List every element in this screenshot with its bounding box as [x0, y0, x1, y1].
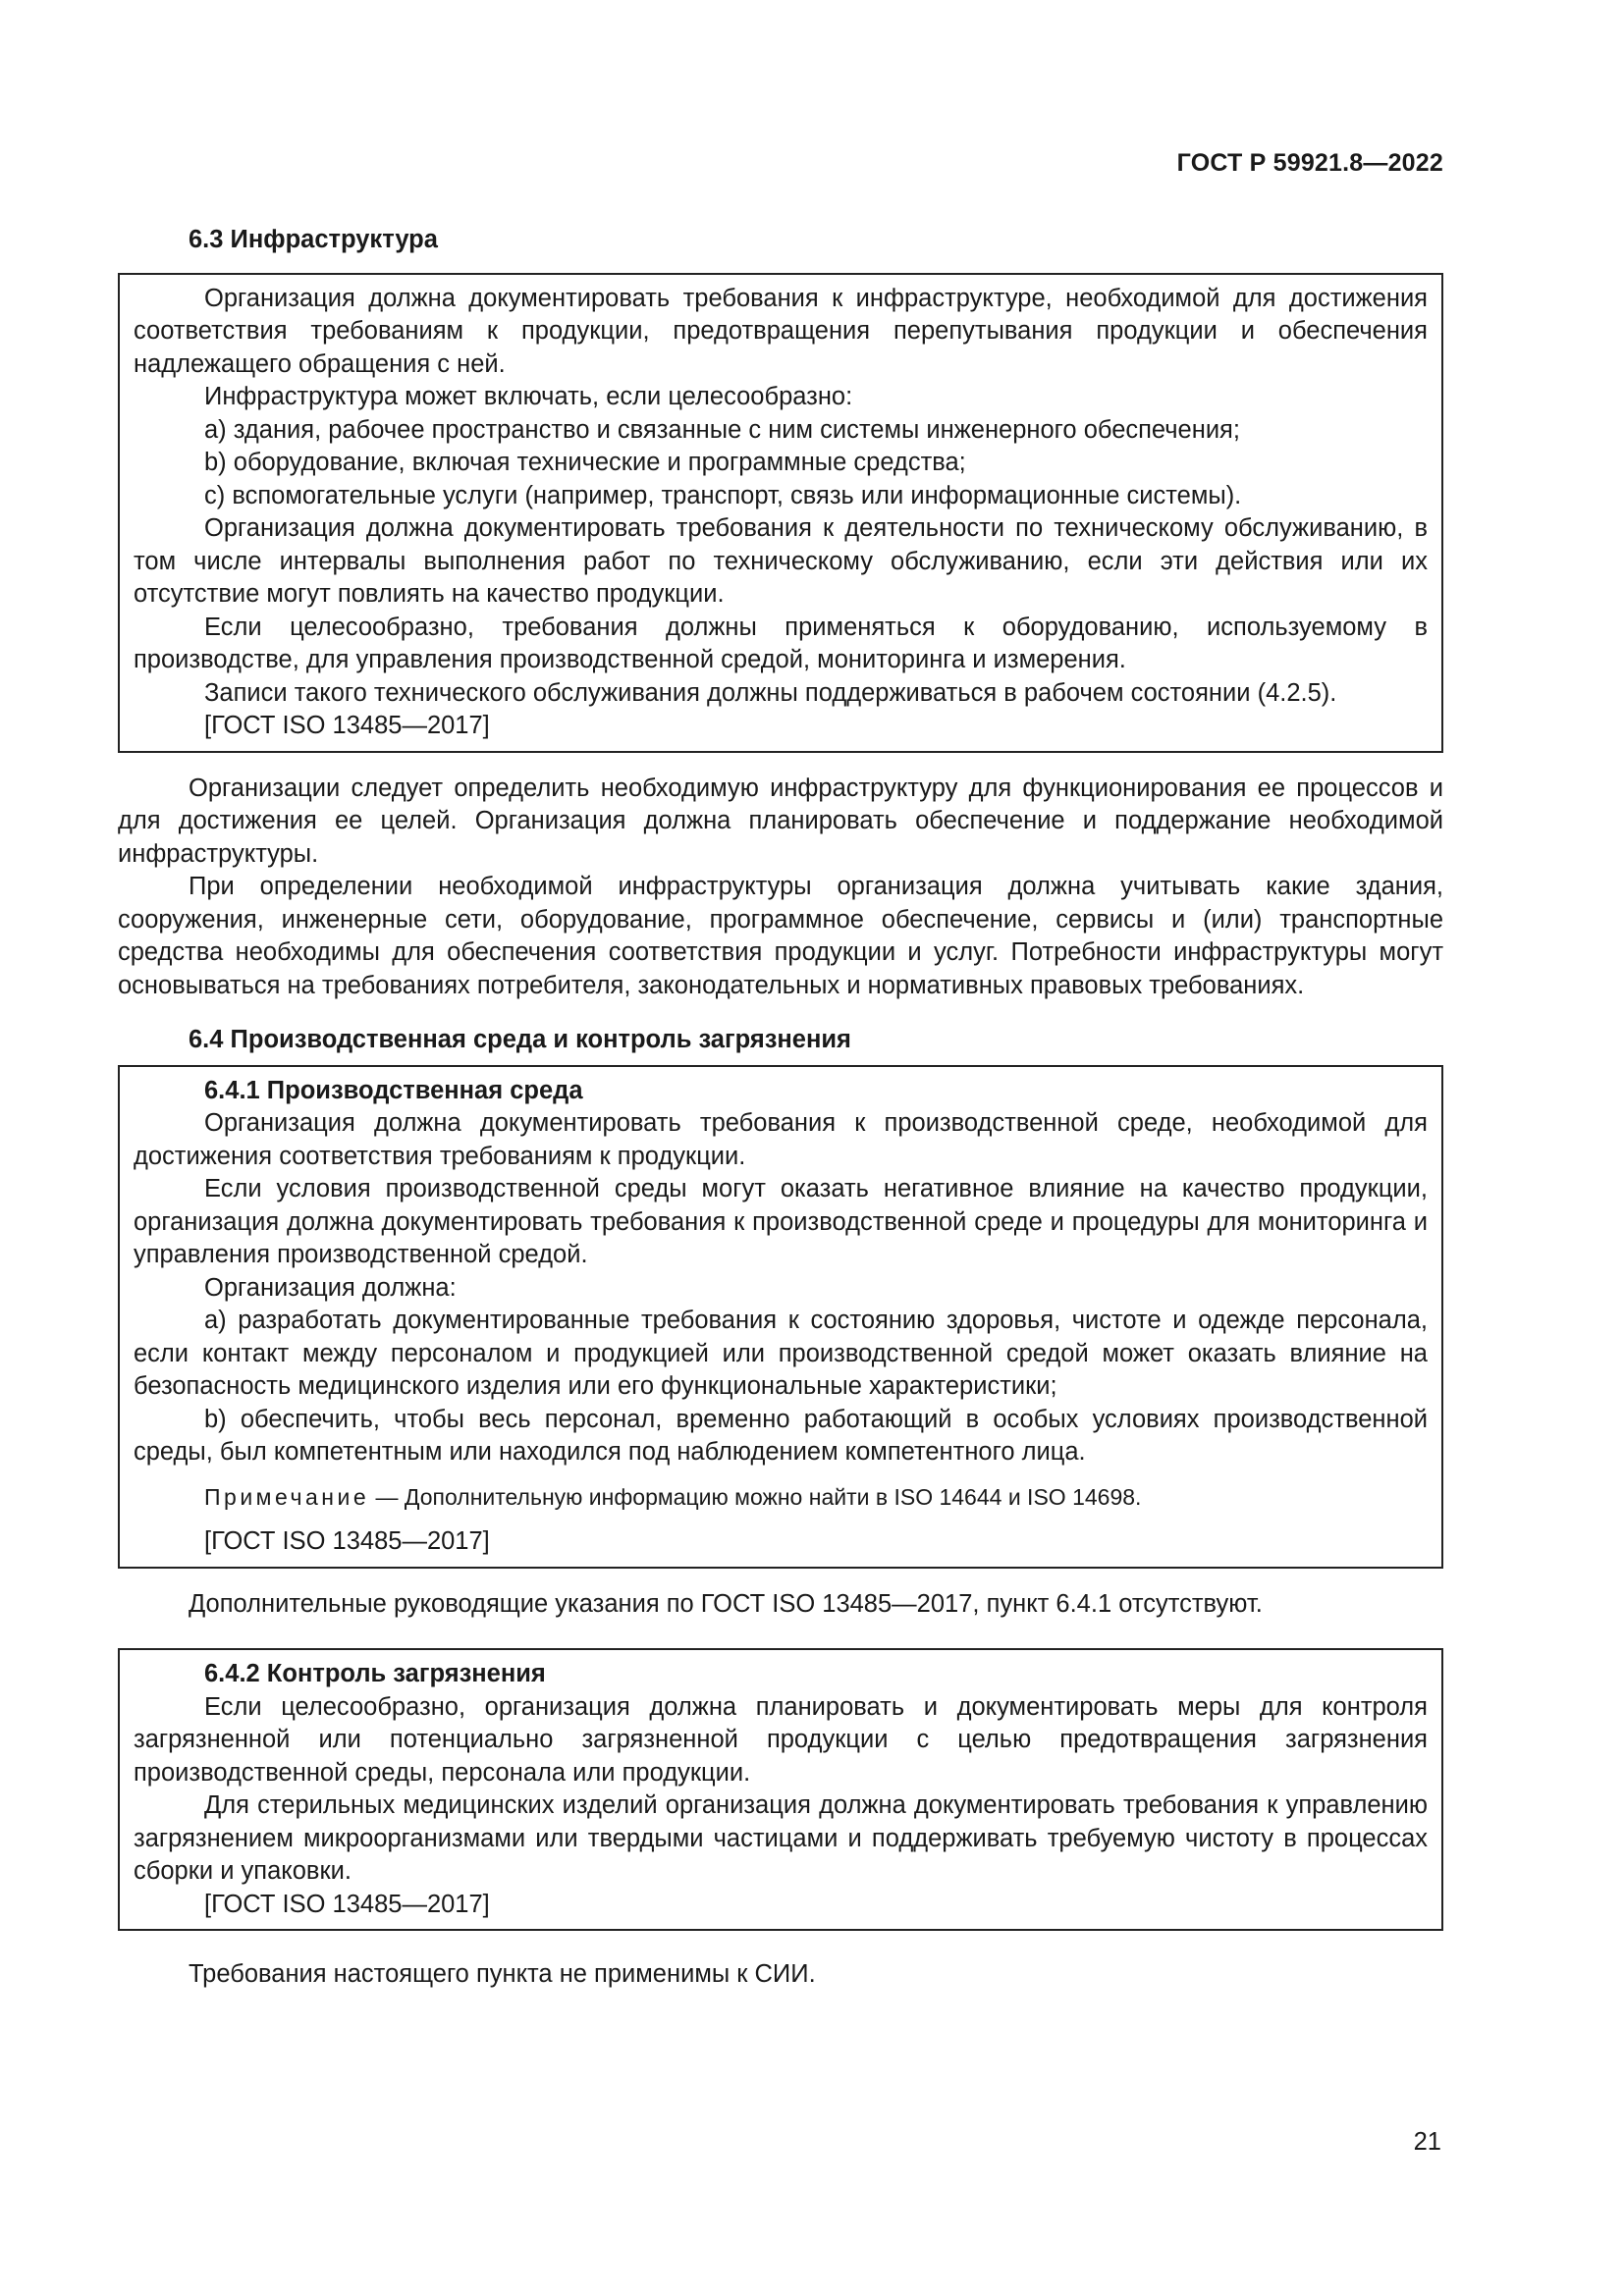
section-6-4-1-title: 6.4.1 Производственная среда — [204, 1076, 583, 1104]
list-item: b) оборудование, включая технические и программные средства; — [204, 449, 966, 476]
paragraph: Если целесообразно, требования должны применяться к оборудованию, используемому в производстве, для управления производственной средой, мониторинга и измерения. — [134, 613, 1428, 673]
section-6-4-2-title: 6.4.2 Контроль загрязнения — [204, 1660, 546, 1687]
reference: [ГОСТ ISO 13485—2017] — [204, 712, 490, 739]
list-item: b) обеспечить, чтобы весь персонал, временно работающий в особых условиях производственной среды, был компетентным или находился под наблюдением компетентного лица. — [134, 1405, 1428, 1466]
paragraph: Требования настоящего пункта не применимы к СИИ. — [189, 1960, 816, 1988]
note-label: Примечание — [204, 1483, 370, 1510]
paragraph: Записи такого технического обслуживания должны поддерживаться в рабочем состоянии (4.2.5). — [204, 678, 1337, 707]
quote-box-6-4-2 — [118, 1648, 1443, 1931]
paragraph: Инфраструктура может включать, если целесообразно: — [204, 383, 853, 410]
page-number: 21 — [1413, 2128, 1441, 2156]
quote-box-6-3 — [118, 273, 1443, 753]
paragraph: При определении необходимой инфраструктуры организация должна учитывать какие здания, сооружения, инженерные сети, оборудование, программное обеспечение, сервисы и (или) транспортные средства необходимы для обеспечения соответствия продукции и услуг. Потребности инфраструктуры могут основываться на требованиях потребителя, законодательных и нормативных правовых требованиях. — [118, 873, 1443, 999]
page-content — [118, 224, 1443, 1992]
paragraph: Организации следует определить необходимую инфраструктуру для функционирования ее процессов и для достижения ее целей. Организация должна планировать обеспечение и поддержание необходимой инфраструктуры. — [118, 774, 1443, 868]
list-item: c) вспомогательные услуги (например, транспорт, связь или информационные системы). — [204, 481, 1242, 509]
note-text: — Дополнительную информацию можно найти в ISO 14644 и ISO 14698. — [369, 1483, 1142, 1510]
section-6-3-title: 6.3 Инфраструктура — [189, 226, 438, 253]
paragraph: Организация должна документировать требования к инфраструктуре, необходимой для достижения соответствия требованиям к продукции, предотвращения перепутывания продукции и обеспечения надлежащего обращения с ней. — [134, 284, 1428, 378]
list-item: a) здания, рабочее пространство и связанные с ним системы инженерного обеспечения; — [204, 415, 1240, 444]
list-item: a) разработать документированные требования к состоянию здоровья, чистоте и одежде персонала, если контакт между персоналом и продукцией или производственной средой может оказать влияние на безопасность медицинского изделия или его функциональные характеристики; — [134, 1307, 1428, 1400]
section-6-4-title: 6.4 Производственная среда и контроль загрязнения — [189, 1026, 851, 1053]
paragraph: Организация должна документировать требования к деятельности по техническому обслуживанию, в том числе интервалы выполнения работ по техническому обслуживанию, если эти действия или их отсутствие могут повлиять на качество продукции. — [134, 514, 1428, 608]
paragraph: Организация должна документировать требования к производственной среде, необходимой для достижения соответствия требованиям к продукции. — [134, 1109, 1428, 1170]
paragraph: Дополнительные руководящие указания по ГОСТ ISO 13485—2017, пункт 6.4.1 отсутствуют. — [189, 1589, 1263, 1618]
paragraph: Если целесообразно, организация должна планировать и документировать меры для контроля загрязненной или потенциально загрязненной продукции с целью предотвращения загрязнения производственной среды, персонала или продукции. — [134, 1692, 1428, 1787]
reference: [ГОСТ ISO 13485—2017] — [204, 1527, 490, 1555]
reference: [ГОСТ ISO 13485—2017] — [204, 1890, 490, 1918]
paragraph: Организация должна: — [204, 1273, 457, 1302]
document-code: ГОСТ Р 59921.8—2022 — [1176, 149, 1443, 177]
paragraph: Для стерильных медицинских изделий организация должна документировать требования к управлению загрязнением микроорганизмами или твердыми частицами и поддерживать требуемую чистоту в процессах сборки и упаковки. — [134, 1791, 1428, 1885]
paragraph: Если условия производственной среды могут оказать негативное влияние на качество продукции, организация должна документировать требования к производственной среде и процедуры для мониторинга и управления производственной средой. — [134, 1175, 1428, 1268]
quote-box-6-4-1 — [118, 1065, 1443, 1569]
note — [134, 1481, 1428, 1515]
